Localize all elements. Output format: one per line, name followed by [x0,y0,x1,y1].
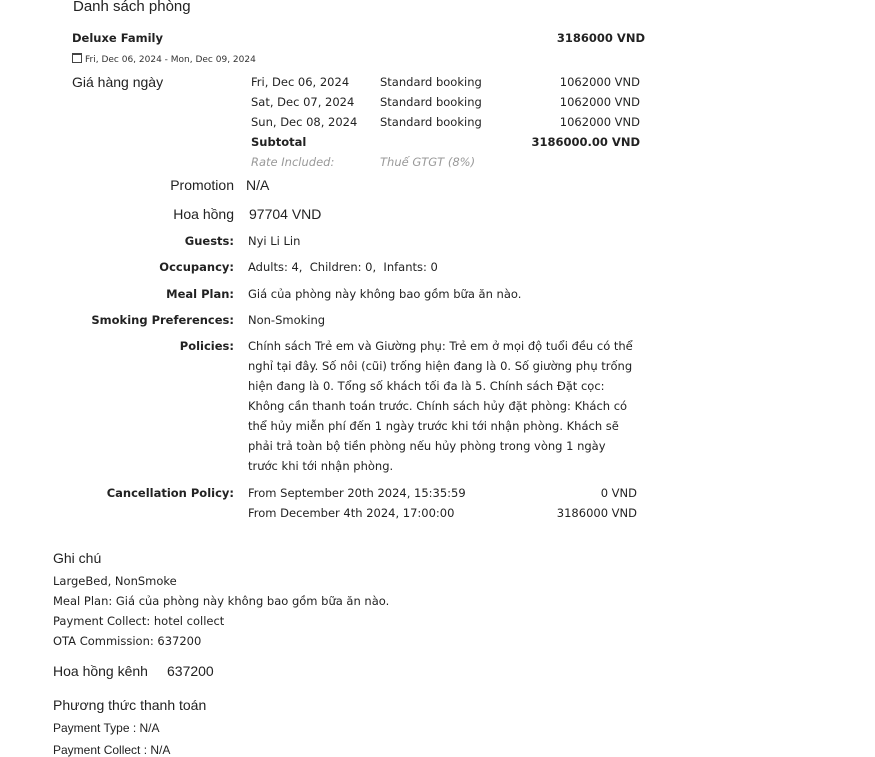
cancellation-amount: 0 VND [600,486,637,500]
occupancy-label: Occupancy: [159,260,234,274]
rate-amount: 1062000 VND [559,115,640,129]
rate-type: Standard booking [380,115,482,129]
meal-plan-value: Giá của phòng này không bao gồm bữa ăn nào. [248,287,522,301]
smoking-value: Non-Smoking [248,313,326,327]
policies-label: Policies: [179,339,234,353]
promotion-value: N/A [246,177,270,193]
notes-line: LargeBed, NonSmoke [53,574,177,588]
rate-type: Standard booking [380,75,482,89]
payment-collect: Payment Collect : N/A [53,743,171,757]
notes-title: Ghi chú [53,550,102,566]
policies-value: Chính sách Trẻ em và Giường phụ: Trẻ em ở mọi độ tuổi đều có thể nghỉ tại đây. Số nôi (cũi) trống hiện đang là 0. Số giường phụ trống hiện đang là 0. Tổng số khách tối đa là 5. Chính sách Đặt cọc: Không cần thanh toán trước. Chính sách hủy đặt phòng: Khách có thể hủy miễn phí đến 1 ngày trước khi tới nhận phòng. Khách sẽ phải trả toàn bộ tiền phòng nếu hủy phòng trong vòng 1 ngày trước khi tới nhận phòng. [248,339,633,473]
guests-label: Guests: [184,234,234,248]
cancellation-label: Cancellation Policy: [106,486,234,500]
calendar-icon [72,53,82,63]
subtotal-label: Subtotal [251,135,307,149]
commission-value: 97704 VND [249,206,322,222]
rate-included-label: Rate Included: [251,155,335,169]
meal-plan-label: Meal Plan: [166,287,234,301]
notes-line: Meal Plan: Giá của phòng này không bao gồm bữa ăn nào. [53,594,390,608]
notes-line: OTA Commission: 637200 [53,634,202,648]
date-range [72,53,256,65]
promotion-label: Promotion [170,177,234,193]
rate-date: Sat, Dec 07, 2024 [251,95,355,109]
rate-date: Sun, Dec 08, 2024 [251,115,358,129]
notes-line: Payment Collect: hotel collect [53,614,225,628]
daily-rate-label: Giá hàng ngày [72,74,164,90]
rate-included-value: Thuế GTGT (8%) [380,155,476,169]
channel-commission-label: Hoa hồng kênh [53,663,148,679]
cancellation-from: From September 20th 2024, 15:35:59 [248,486,466,500]
cancellation-amount: 3186000 VND [556,506,637,520]
payment-type: Payment Type : N/A [53,721,160,735]
guests-value: Nyi Li Lin [248,234,301,248]
channel-commission-value: 637200 [167,663,214,679]
smoking-label: Smoking Preferences: [91,313,234,327]
rate-amount: 1062000 VND [559,95,640,109]
rate-date: Fri, Dec 06, 2024 [251,75,350,89]
cancellation-from: From December 4th 2024, 17:00:00 [248,506,455,520]
date-range-text: Fri, Dec 06, 2024 - Mon, Dec 09, 2024 [85,55,256,65]
subtotal-value: 3186000.00 VND [531,135,640,149]
room-name: Deluxe Family [72,31,164,45]
room-total: 3186000 VND [556,31,645,45]
rate-type: Standard booking [380,95,482,109]
rate-amount: 1062000 VND [559,75,640,89]
payment-title: Phương thức thanh toán [53,697,207,713]
room-list-title: Danh sách phòng [73,0,191,15]
occupancy-value: Adults: 4, Children: 0, Infants: 0 [248,260,438,274]
commission-label: Hoa hồng [173,206,234,222]
